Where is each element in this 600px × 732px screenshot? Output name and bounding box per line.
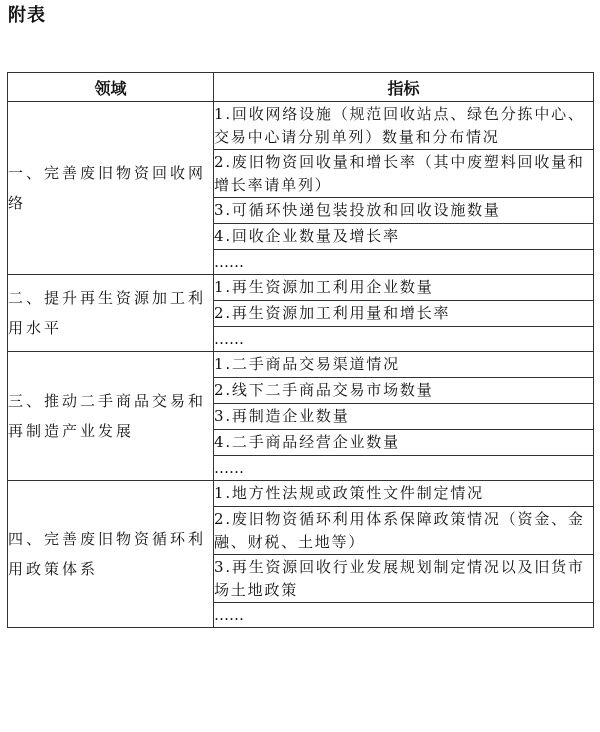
indicator-cell: 4.回收企业数量及增长率 (214, 224, 594, 250)
indicator-cell: 3.再制造企业数量 (214, 404, 594, 430)
table-row (8, 481, 594, 507)
indicator-cell: 3.可循环快递包装投放和回收设施数量 (214, 198, 594, 224)
indicator-cell: 2.再生资源加工利用量和增长率 (214, 301, 594, 327)
indicator-ellipsis-cell: …… (214, 327, 594, 352)
domain-cell-1: 一、完善废旧物资回收网络 (8, 102, 214, 275)
indicator-cell: 4.二手商品经营企业数量 (214, 430, 594, 456)
header-indicator: 指标 (214, 73, 594, 102)
indicator-table (7, 72, 594, 628)
indicator-ellipsis-cell: …… (214, 250, 594, 275)
table-row (8, 275, 594, 301)
indicator-cell: 1.回收网络设施（规范回收站点、绿色分拣中心、交易中心请分别单列）数量和分布情况 (214, 102, 594, 150)
indicator-ellipsis-cell: …… (214, 456, 594, 481)
table-row (8, 102, 594, 150)
domain-cell-3: 三、推动二手商品交易和再制造产业发展 (8, 352, 214, 481)
header-domain: 领域 (8, 73, 214, 102)
indicator-cell: 2.线下二手商品交易市场数量 (214, 378, 594, 404)
table-row (8, 352, 594, 378)
indicator-cell: 1.再生资源加工利用企业数量 (214, 275, 594, 301)
table-header-row (8, 73, 594, 102)
indicator-ellipsis-cell: …… (214, 603, 594, 628)
indicator-cell: 3.再生资源回收行业发展规划制定情况以及旧货市场土地政策 (214, 555, 594, 603)
indicator-cell: 2.废旧物资回收量和增长率（其中废塑料回收量和增长率请单列） (214, 150, 594, 198)
indicator-cell: 1.地方性法规或政策性文件制定情况 (214, 481, 594, 507)
domain-cell-2: 二、提升再生资源加工利用水平 (8, 275, 214, 352)
indicator-cell: 1.二手商品交易渠道情况 (214, 352, 594, 378)
indicator-cell: 2.废旧物资循环利用体系保障政策情况（资金、金融、财税、土地等） (214, 507, 594, 555)
page-title: 附表 (8, 5, 46, 26)
domain-cell-4: 四、完善废旧物资循环利用政策体系 (8, 481, 214, 628)
